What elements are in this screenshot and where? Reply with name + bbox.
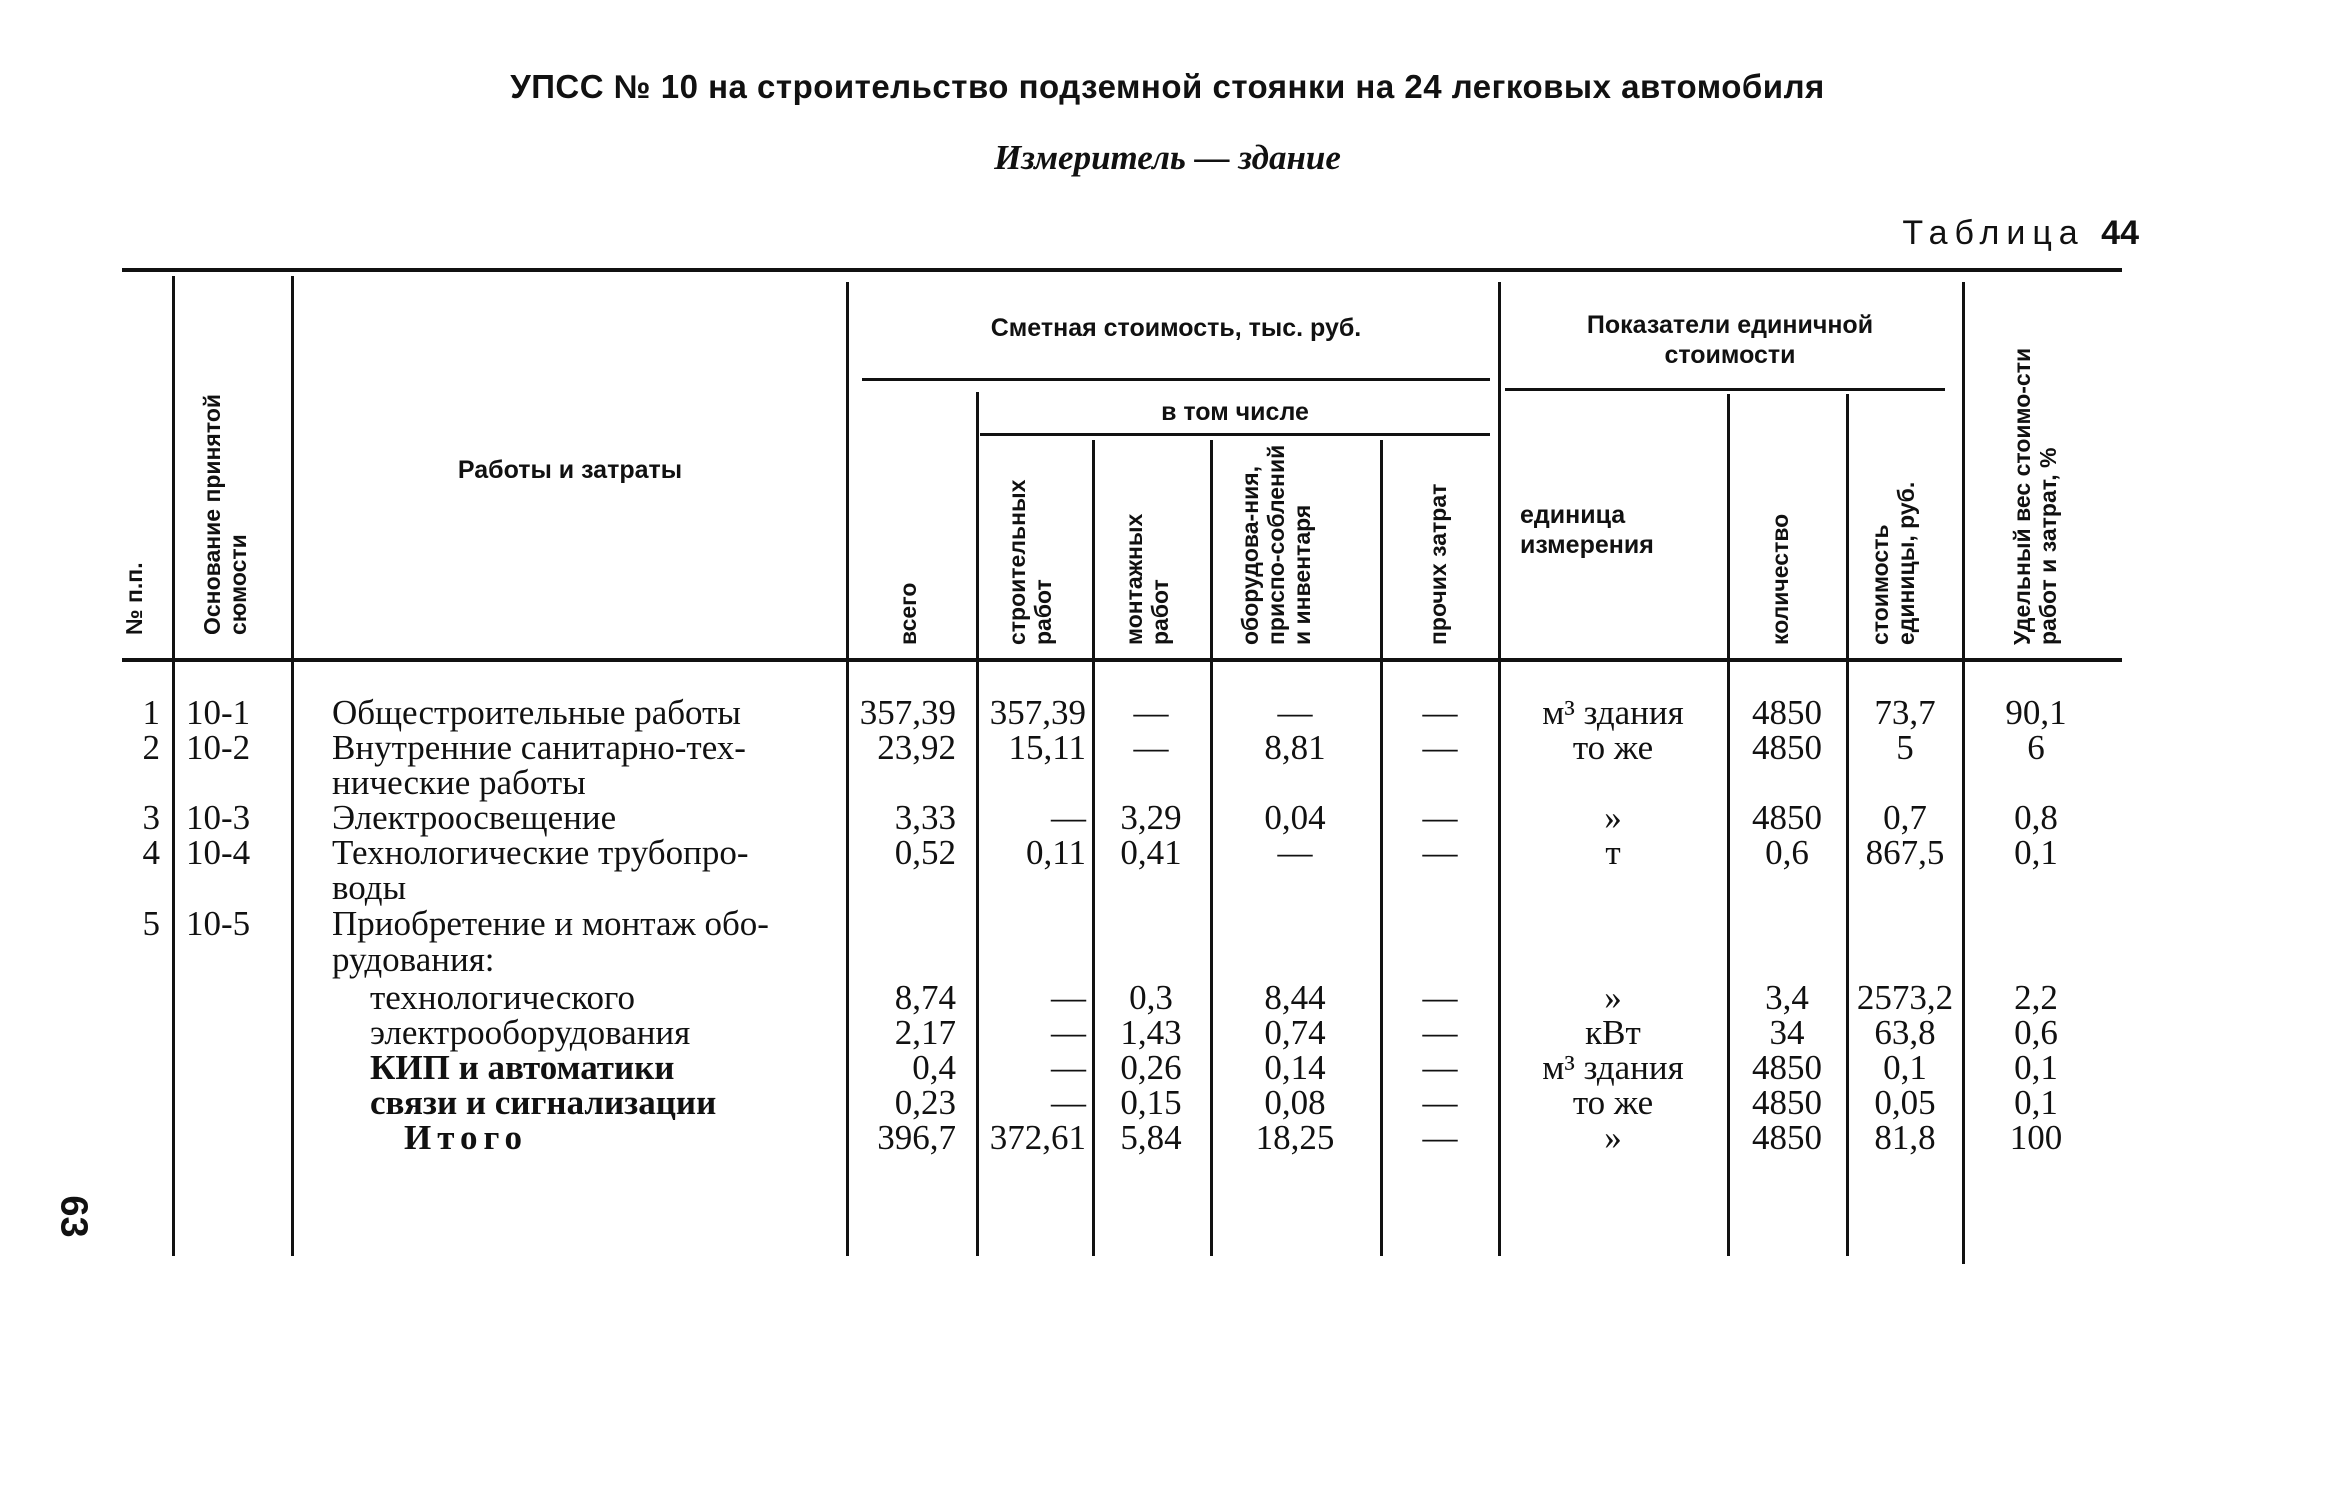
cell-share: 0,1 — [2014, 1048, 2058, 1087]
cell-name: связи и сигнализации — [370, 1083, 717, 1122]
header-bottom-rule — [122, 658, 2122, 662]
cell-construction: 15,11 — [1008, 728, 1086, 767]
cell-other: — — [1422, 1013, 1458, 1052]
cell-construction: — — [1051, 798, 1086, 837]
estimate-group-rule — [862, 378, 1490, 381]
cell-unit: то же — [1572, 728, 1654, 767]
cell-installation: 1,43 — [1120, 1013, 1182, 1052]
cell-cost: 5 — [1896, 728, 1914, 767]
header-unit-cost: стоимость единицы, руб. — [1867, 481, 1919, 645]
header-construction: строительных работ — [1004, 479, 1056, 645]
header-total: всего — [895, 582, 921, 645]
cell-total: 23,92 — [877, 728, 956, 767]
cell-equipment: 18,25 — [1255, 1118, 1335, 1157]
cell-cost: 81,8 — [1874, 1118, 1936, 1157]
including-rule — [980, 433, 1490, 436]
rule-v-10 — [1846, 394, 1849, 1256]
rule-v-7 — [1380, 440, 1383, 1256]
header-share: Удельный вес стоимо-сти работ и затрат, % — [2009, 347, 2061, 645]
cell-installation: 5,84 — [1120, 1118, 1182, 1157]
header-estimate-group: Сметная стоимость, тыс. руб. — [990, 314, 1362, 342]
cell-equipment: — — [1277, 833, 1313, 872]
cell-installation: 0,3 — [1129, 978, 1173, 1017]
cell-qty: 34 — [1769, 1013, 1805, 1052]
cell-installation: 0,26 — [1120, 1048, 1182, 1087]
unit-group-rule — [1505, 388, 1945, 391]
cell-num: 1 — [142, 693, 160, 732]
cell-other: — — [1422, 833, 1458, 872]
cell-other: — — [1422, 1118, 1458, 1157]
cell-qty: 4850 — [1752, 798, 1822, 837]
rule-v-5 — [1092, 440, 1095, 1256]
cell-total: 3,33 — [894, 798, 956, 837]
cell-other: — — [1422, 728, 1458, 767]
cell-basis: 10-4 — [186, 833, 251, 872]
cell-name: технологического — [370, 978, 635, 1017]
cell-unit: м³ здания — [1542, 1048, 1684, 1087]
cell-cost: 0,1 — [1883, 1048, 1927, 1087]
table-top-rule — [122, 268, 2122, 272]
cell-equipment: 8,44 — [1264, 978, 1326, 1017]
cell-total: 357,39 — [859, 693, 956, 732]
cell-installation: 0,15 — [1120, 1083, 1182, 1122]
rule-v-1 — [172, 276, 175, 1256]
cell-equipment: 8,81 — [1264, 728, 1326, 767]
table-label-text: Таблица — [1902, 214, 2085, 252]
cell-num: 2 — [142, 728, 160, 767]
cell-total: 396,7 — [877, 1118, 956, 1157]
cell-qty: 3,4 — [1765, 978, 1809, 1017]
cell-share: 6 — [2027, 728, 2045, 767]
header-installation: монтажных работ — [1121, 513, 1173, 645]
cell-cost: 73,7 — [1874, 693, 1936, 732]
cell-name: Итого — [404, 1118, 528, 1157]
cell-name: Общестроительные работы — [332, 693, 741, 732]
cell-unit: » — [1604, 798, 1622, 837]
cell-qty: 4850 — [1752, 1048, 1822, 1087]
cell-share: 0,1 — [2014, 1083, 2058, 1122]
cell-qty: 0,6 — [1765, 833, 1809, 872]
document-subtitle: Измеритель — здание — [994, 138, 1341, 177]
cell-equipment: — — [1277, 693, 1313, 732]
cell-construction: — — [1051, 1083, 1086, 1122]
cell-installation: — — [1133, 693, 1169, 732]
cell-construction: 0,11 — [1026, 833, 1086, 872]
cell-total: 0,52 — [894, 833, 956, 872]
cell-qty: 4850 — [1752, 728, 1822, 767]
cell-total: 2,17 — [894, 1013, 956, 1052]
cell-name: нические работы — [332, 763, 586, 802]
cell-cost: 2573,2 — [1856, 978, 1954, 1017]
header-equipment: оборудова-ния, приспо-соблений и инвентаря — [1237, 444, 1315, 645]
cell-unit: м³ здания — [1542, 693, 1684, 732]
cell-equipment: 0,08 — [1264, 1083, 1326, 1122]
cell-equipment: 0,04 — [1264, 798, 1326, 837]
cell-installation: 3,29 — [1120, 798, 1182, 837]
table-label — [1902, 214, 2139, 253]
cell-unit: кВт — [1585, 1013, 1641, 1052]
header-unit: единица измерения — [1520, 501, 1654, 559]
cell-unit: то же — [1572, 1083, 1654, 1122]
header-num: № п.п. — [121, 562, 147, 635]
cell-share: 90,1 — [2005, 693, 2067, 732]
cell-name: КИП и автоматики — [370, 1048, 675, 1087]
rule-v-11 — [1962, 282, 1965, 1264]
cell-basis: 10-5 — [186, 904, 251, 943]
cell-name: Электроосвещение — [332, 798, 617, 837]
cell-other: — — [1422, 798, 1458, 837]
cell-num: 4 — [142, 833, 160, 872]
cell-other: — — [1422, 693, 1458, 732]
cell-cost: 867,5 — [1865, 833, 1945, 872]
header-other: прочих затрат — [1425, 483, 1451, 645]
cell-total: 8,74 — [894, 978, 956, 1017]
cell-cost: 63,8 — [1874, 1013, 1936, 1052]
cell-basis: 10-1 — [186, 693, 251, 732]
cell-installation: — — [1133, 728, 1169, 767]
rule-v-2 — [291, 276, 294, 1256]
cell-unit: т — [1605, 833, 1621, 872]
cell-construction: — — [1051, 978, 1086, 1017]
cell-total: 0,23 — [894, 1083, 956, 1122]
header-quantity: количество — [1767, 513, 1793, 645]
document-title: УПСС № 10 на строительство подземной стоянки на 24 легковых автомобиля — [510, 68, 1825, 105]
cell-other: — — [1422, 1083, 1458, 1122]
cell-equipment: 0,74 — [1264, 1013, 1326, 1052]
cell-cost: 0,7 — [1883, 798, 1927, 837]
cell-unit: » — [1604, 1118, 1622, 1157]
rule-v-8 — [1498, 282, 1501, 1256]
rule-v-6 — [1210, 440, 1213, 1256]
table-number: 44 — [2101, 214, 2139, 252]
header-basis: Основание принятой сюмости — [199, 393, 251, 635]
cell-num: 3 — [142, 798, 160, 837]
cell-qty: 4850 — [1752, 1118, 1822, 1157]
cell-basis: 10-2 — [186, 728, 251, 767]
cell-cost: 0,05 — [1874, 1083, 1936, 1122]
cell-share: 100 — [2009, 1118, 2063, 1157]
header-including: в том числе — [1161, 398, 1309, 426]
cell-name: Приобретение и монтаж обо- — [332, 904, 769, 943]
cell-qty: 4850 — [1752, 693, 1822, 732]
cell-basis: 10-3 — [186, 798, 251, 837]
cell-name: электрооборудования — [370, 1013, 691, 1052]
cell-share: 2,2 — [2014, 978, 2058, 1017]
cell-name: Внутренние санитарно-тех- — [332, 728, 746, 767]
cell-construction: — — [1051, 1048, 1086, 1087]
cell-name: рудования: — [332, 940, 495, 979]
cell-qty: 4850 — [1752, 1083, 1822, 1122]
page-number: 63 — [52, 1195, 95, 1238]
cell-construction: — — [1051, 1013, 1086, 1052]
cell-construction: 372,61 — [989, 1118, 1086, 1157]
header-unit-group: Показатели единичной стоимости — [1586, 311, 1874, 369]
cell-other: — — [1422, 978, 1458, 1017]
cell-construction: 357,39 — [989, 693, 1086, 732]
cell-share: 0,6 — [2014, 1013, 2058, 1052]
rule-v-9 — [1727, 394, 1730, 1256]
cell-name: воды — [332, 868, 407, 907]
cell-equipment: 0,14 — [1264, 1048, 1326, 1087]
cell-share: 0,1 — [2014, 833, 2058, 872]
cell-installation: 0,41 — [1120, 833, 1182, 872]
header-works: Работы и затраты — [457, 456, 683, 484]
cell-unit: » — [1604, 978, 1622, 1017]
cell-share: 0,8 — [2014, 798, 2058, 837]
cell-num: 5 — [142, 904, 160, 943]
cell-name: Технологические трубопро- — [332, 833, 749, 872]
cell-total: 0,4 — [912, 1048, 956, 1087]
cell-other: — — [1422, 1048, 1458, 1087]
